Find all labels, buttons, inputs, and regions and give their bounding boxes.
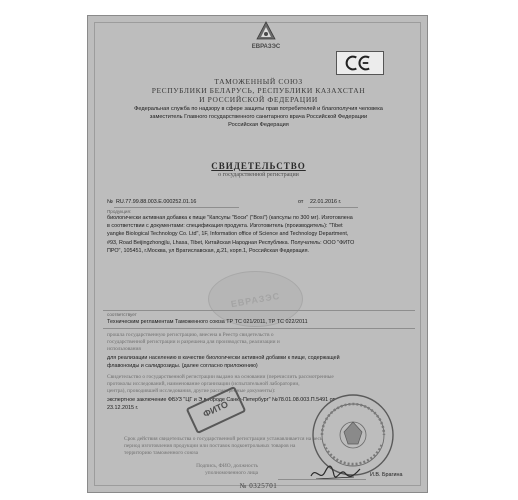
validity-line: период изготовления продукции или поставок подконтрольных товаров на	[124, 443, 296, 449]
registration-line: использования	[107, 346, 141, 352]
usage-line: для реализации населению в качестве биологически активной добавки к пище, содержащей	[107, 355, 340, 361]
header-org-line: И РОССИЙСКОЙ ФЕДЕРАЦИИ	[199, 95, 318, 104]
emblem-label: ЕВРАЗЭС	[251, 44, 281, 50]
registration-line: государственной регистрации и разрешена для производства, реализации и	[107, 339, 280, 345]
signatory-name: И.В. Брагина	[370, 472, 403, 478]
eurasec-emblem-icon	[254, 19, 278, 43]
signatory-position	[148, 463, 258, 477]
registration-line: прошла государственную регистрацию, внесена в Реестр свидетельств о	[107, 332, 274, 338]
basis-faint-line: Свидетельство о государственной регистрации выдано на основании (перечислить рассмотренные	[107, 374, 334, 380]
position-line: уполномоченного лица	[205, 470, 258, 476]
certificate-number: RU.77.99.88.003.Е.000252.01.16	[116, 199, 197, 205]
date-underline	[308, 207, 358, 208]
compliance-caption: соответствует	[107, 312, 137, 317]
certificate-sheet	[87, 15, 428, 493]
date-prefix: от	[298, 199, 304, 205]
number-underline	[114, 207, 239, 208]
product-line: ПРО", 105451, г.Москва, ул Вратиславская, д.21, корп.1, Российская Федерация.	[107, 247, 309, 254]
agency-line: Российская Федерация	[228, 122, 289, 128]
certificate-subtitle: о государственной регистрации	[218, 172, 299, 178]
handwritten-signature-icon	[308, 462, 364, 484]
product-caption: Продукция:	[107, 209, 132, 214]
section-divider	[103, 310, 415, 311]
product-line: yangke Biological Technology Co. Ltd", 1F, Information office of Science and Technology Department,	[107, 231, 349, 238]
product-line: биологически активная добавка к пище "Капсулы "Боси" ("Bosi") (капсулы по 300 мг). Изготовлена	[107, 215, 353, 221]
product-line: #93, Road Beijingzhongjlu, Lhasa, Tibet, Китайская Народная Республика. Получатель: ООО "ФИТО	[107, 239, 355, 246]
compliance-text: Техническим регламентам Таможенного союза ТР ТС 021/2011, ТР ТС 022/2011	[107, 319, 308, 325]
section-divider	[103, 328, 415, 329]
agency-line: заместитель Главного государственного санитарного врача Российской Федерации	[149, 114, 368, 120]
serial-number: № 0325701	[239, 482, 278, 490]
product-description	[107, 214, 412, 255]
agency-line: Федеральная служба по надзору в сфере защиты прав потребителей и благополучия человека	[134, 106, 383, 112]
validity-line: территорию таможенного союза	[124, 450, 199, 456]
registration-statement	[107, 332, 419, 353]
validity-line: Срок действия свидетельства о государственной регистрации устанавливается на весь	[124, 436, 323, 442]
position-line: Подпись, ФИО, должность	[196, 463, 258, 469]
basis-line: экспертное заключение ФБУЗ "ЦГ и Э в городе Санкт-Петербург" №78.01.08.003.П.5491 от	[107, 397, 336, 403]
basis-faint-line: протоколы исследований, наименование организации (испытательной лаборатории,	[107, 381, 300, 387]
number-label: №	[107, 199, 113, 205]
basis-faint-line: центра), проводившей исследования, другие рассмотренные документы):	[107, 388, 276, 394]
signature-underline	[278, 479, 366, 480]
certificate-date: 22.01.2016 г.	[310, 199, 342, 205]
product-line: в соответствии с документами: спецификация продукта. Изготовитель (производитель): "Tibet	[107, 223, 343, 230]
watermark-label: ЕВРАЗЭС	[230, 290, 281, 309]
fito-stamp-label: ФИТО	[201, 398, 230, 420]
basis-line: 23.12.2015 г.	[107, 405, 139, 412]
usage-line: флавоноиды и салидрозиды. (далее согласно приложению)	[107, 363, 258, 370]
conformity-mark-icon	[336, 51, 384, 75]
header-org-line: РЕСПУБЛИКИ БЕЛАРУСЬ, РЕСПУБЛИКИ КАЗАХСТАН	[151, 86, 366, 95]
header-org-line: ТАМОЖЕННЫЙ СОЮЗ	[214, 77, 303, 86]
certificate-title: СВИДЕТЕЛЬСТВО	[211, 161, 306, 171]
usage-text	[107, 354, 419, 370]
